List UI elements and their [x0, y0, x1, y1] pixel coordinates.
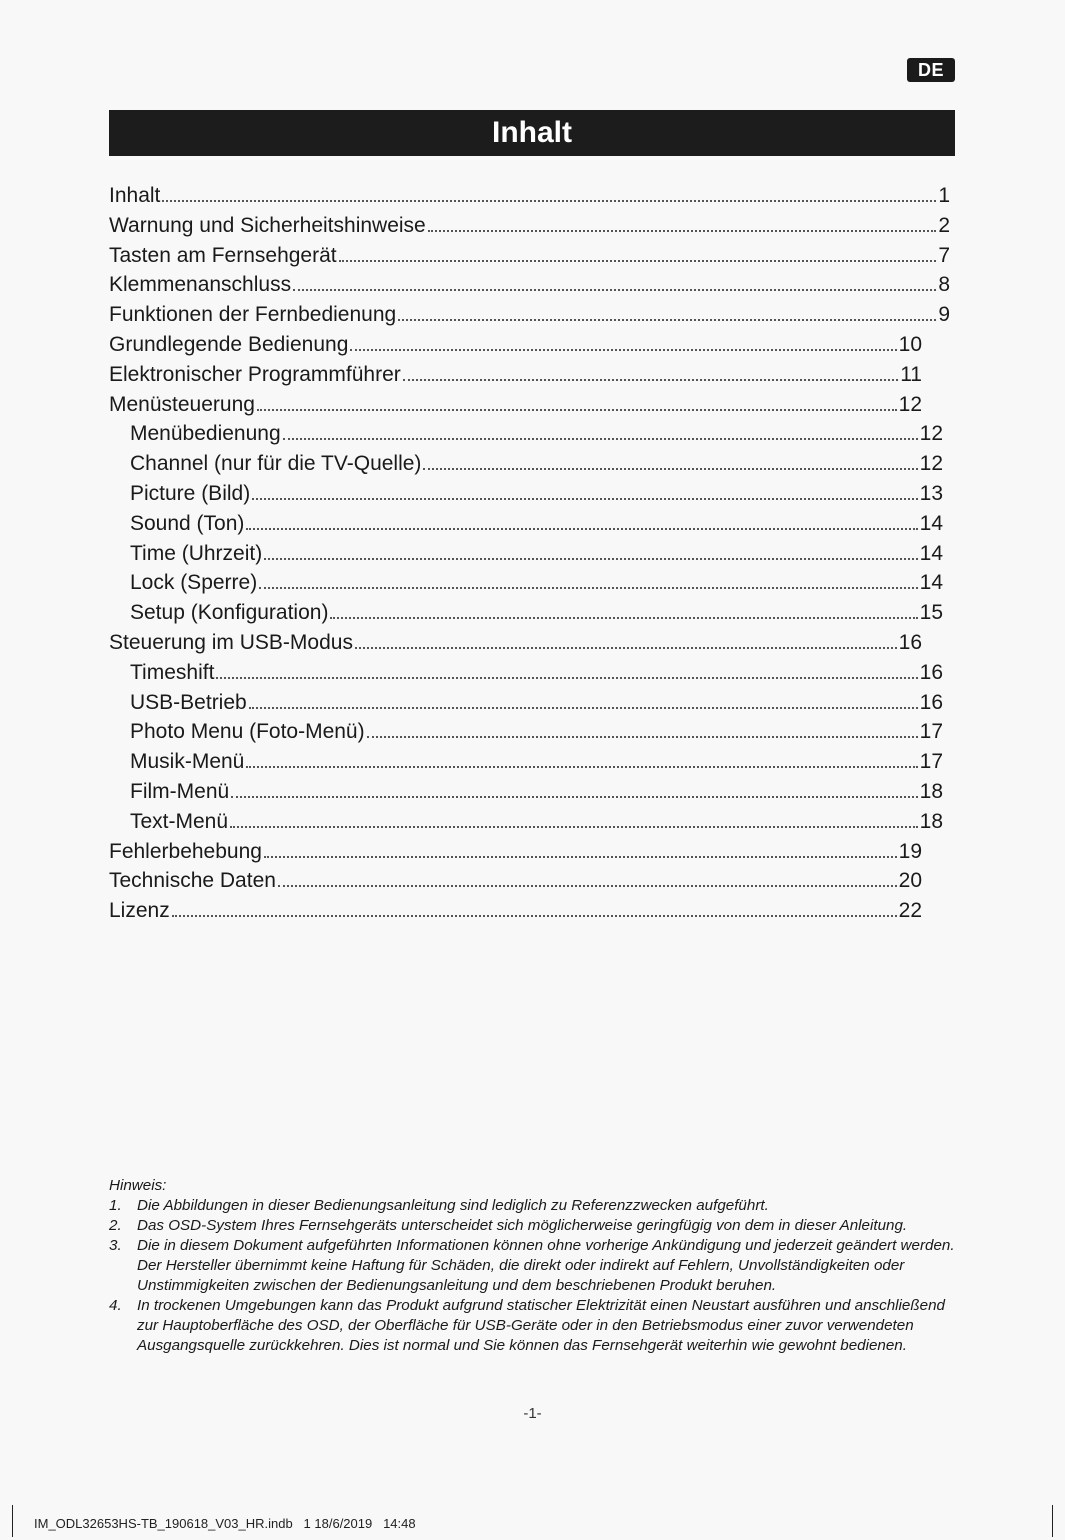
toc-entry-title: Musik-Menü [130, 750, 245, 774]
toc-entry-title: Time (Uhrzeit) [130, 541, 263, 565]
notes-section [109, 1176, 959, 1356]
toc-entry-page: 16 [919, 690, 943, 714]
note-text: Das OSD-System Ihres Fernsehgeräts unterscheidet sich möglicherweise geringfügig von dem in dieser Anleitung. [137, 1217, 908, 1234]
toc-leader-dots [230, 825, 918, 828]
toc-leader-dots [246, 527, 917, 530]
toc-entry-title: USB-Betrieb [130, 690, 247, 714]
toc-entry[interactable] [109, 866, 922, 896]
toc-entry[interactable] [109, 539, 943, 569]
toc-entry[interactable] [109, 509, 943, 539]
table-of-contents [109, 181, 950, 926]
toc-entry-page: 1 [938, 184, 950, 207]
toc-entry-title: Inhalt [109, 184, 161, 207]
language-badge: DE [907, 58, 955, 82]
toc-leader-dots [398, 318, 936, 321]
toc-entry[interactable] [109, 449, 943, 479]
toc-leader-dots [293, 288, 936, 291]
toc-entry-title: Warnung und Sicherheitshinweise [109, 213, 426, 237]
crop-mark-right [1052, 1505, 1053, 1537]
toc-entry-title: Tasten am Fernsehgerät [109, 243, 337, 267]
toc-entry[interactable] [109, 300, 950, 330]
toc-entry-title: Technische Daten [109, 869, 276, 893]
toc-entry-title: Lizenz [109, 899, 170, 923]
note-number: 3. [109, 1237, 122, 1254]
toc-entry-title: Picture (Bild) [130, 481, 251, 505]
notes-heading: Hinweis: [109, 1177, 167, 1194]
toc-leader-dots [428, 229, 937, 232]
toc-leader-dots [252, 497, 917, 500]
toc-entry-page: 22 [898, 899, 922, 923]
note-item [109, 1236, 959, 1296]
toc-entry-page: 20 [898, 869, 922, 893]
toc-entry-title: Sound (Ton) [130, 511, 245, 535]
note-item [109, 1296, 959, 1356]
toc-entry-page: 17 [919, 750, 943, 774]
toc-entry-title: Grundlegende Bedienung [109, 332, 349, 356]
toc-leader-dots [367, 735, 918, 738]
toc-entry-page: 10 [898, 332, 922, 356]
toc-leader-dots [246, 765, 917, 768]
toc-entry[interactable] [109, 211, 950, 241]
print-footer: IM_ODL32653HS-TB_190618_V03_HR.indb 1 18/6/2019 14:48 [34, 1516, 416, 1531]
toc-leader-dots [216, 676, 917, 679]
toc-entry-title: Klemmenanschluss [109, 273, 292, 297]
toc-leader-dots [162, 199, 936, 202]
toc-entry-title: Film-Menü [130, 779, 230, 803]
note-item [109, 1216, 959, 1236]
toc-leader-dots [423, 467, 917, 470]
note-number: 1. [109, 1197, 122, 1214]
toc-entry-page: 18 [919, 809, 943, 833]
toc-entry-title: Menüsteuerung [109, 392, 255, 416]
toc-leader-dots [283, 437, 918, 440]
page-number: -1- [523, 1405, 542, 1422]
toc-entry-page: 16 [919, 660, 943, 684]
toc-entry-page: 19 [898, 839, 922, 863]
crop-mark-left [12, 1505, 13, 1537]
toc-entry-page: 14 [919, 541, 943, 565]
toc-leader-dots [231, 795, 917, 798]
note-item [109, 1196, 959, 1216]
toc-leader-dots [172, 914, 897, 917]
toc-entry[interactable] [109, 479, 943, 509]
toc-leader-dots [257, 408, 897, 411]
toc-entry[interactable] [109, 270, 950, 300]
toc-entry-page: 14 [919, 571, 943, 595]
toc-entry[interactable] [109, 896, 922, 926]
toc-entry[interactable] [109, 807, 943, 837]
toc-entry-title: Elektronischer Programmführer [109, 362, 401, 386]
toc-entry-page: 7 [938, 243, 950, 267]
toc-entry[interactable] [109, 598, 943, 628]
toc-entry[interactable] [109, 390, 922, 420]
toc-entry[interactable] [109, 360, 922, 390]
toc-leader-dots [259, 586, 917, 589]
toc-leader-dots [264, 855, 897, 858]
toc-entry-page: 17 [919, 720, 943, 744]
toc-entry-title: Lock (Sperre) [130, 571, 258, 595]
toc-entry-title: Photo Menu (Foto-Menü) [130, 720, 365, 744]
toc-entry-page: 12 [898, 392, 922, 416]
toc-entry-title: Menübedienung [130, 422, 281, 446]
toc-entry-title: Timeshift [130, 660, 215, 684]
note-text: Die in diesem Dokument aufgeführten Informationen können ohne vorherige Ankündigung und jederzeit geändert werden. Der Hersteller übernimmt keine Haftung für Schäden, die direkt oder indirekt auf Fehlern, Unvollständigkeiten oder Unstimmigkeiten zwischen der Bedienungsanleitung und dem beschriebenen Produkt beruhen. [137, 1237, 955, 1294]
toc-entry-page: 11 [900, 362, 922, 386]
note-number: 4. [109, 1297, 122, 1314]
toc-entry-page: 12 [919, 422, 943, 446]
toc-entry[interactable] [109, 330, 922, 360]
toc-entry[interactable] [109, 688, 943, 718]
toc-entry-page: 2 [938, 213, 950, 237]
toc-entry-page: 13 [919, 481, 943, 505]
toc-entry[interactable] [109, 241, 950, 271]
toc-entry-page: 15 [919, 601, 943, 625]
toc-leader-dots [350, 348, 896, 351]
note-text: In trockenen Umgebungen kann das Produkt aufgrund statischer Elektrizität einen Neustart ausführen und anschließend zur Hauptoberfläche des OSD, der Oberfläche für USB-Geräte oder in den Betriebsmodus einer zuvor verwendeten Ausgangsquelle zurückkehren. Dies ist normal und Sie können das Fernsehgerät weiterhin wie gewohnt bedienen. [137, 1297, 945, 1354]
toc-entry-title: Steuerung im USB-Modus [109, 630, 353, 654]
note-number: 2. [109, 1217, 122, 1234]
toc-entry-page: 16 [898, 630, 922, 654]
toc-entry[interactable] [109, 777, 943, 807]
notes-list [109, 1196, 959, 1356]
toc-leader-dots [249, 706, 918, 709]
toc-entry[interactable] [109, 717, 943, 747]
toc-leader-dots [355, 646, 897, 649]
toc-entry-title: Setup (Konfiguration) [130, 601, 329, 625]
toc-leader-dots [330, 616, 917, 619]
toc-entry[interactable] [109, 658, 943, 688]
toc-entry-page: 14 [919, 511, 943, 535]
note-text: Die Abbildungen in dieser Bedienungsanleitung sind lediglich zu Referenzzwecken aufgeführt. [137, 1197, 769, 1214]
toc-entry-title: Text-Menü [130, 809, 229, 833]
toc-entry[interactable] [109, 628, 922, 658]
toc-entry[interactable] [109, 837, 922, 867]
toc-leader-dots [264, 557, 917, 560]
toc-entry[interactable] [109, 747, 943, 777]
toc-entry[interactable] [109, 568, 943, 598]
toc-entry-title: Fehlerbehebung [109, 839, 262, 863]
toc-entry[interactable] [109, 181, 950, 211]
toc-entry[interactable] [109, 419, 943, 449]
toc-leader-dots [339, 259, 937, 262]
toc-leader-dots [278, 884, 897, 887]
toc-entry-page: 12 [919, 452, 943, 476]
toc-entry-title: Channel (nur für die TV-Quelle) [130, 452, 422, 476]
toc-entry-page: 18 [919, 779, 943, 803]
toc-entry-page: 9 [938, 303, 950, 327]
toc-entry-title: Funktionen der Fernbedienung [109, 303, 397, 327]
toc-entry-page: 8 [938, 273, 950, 297]
toc-leader-dots [403, 378, 898, 381]
page-title: Inhalt [109, 110, 955, 156]
